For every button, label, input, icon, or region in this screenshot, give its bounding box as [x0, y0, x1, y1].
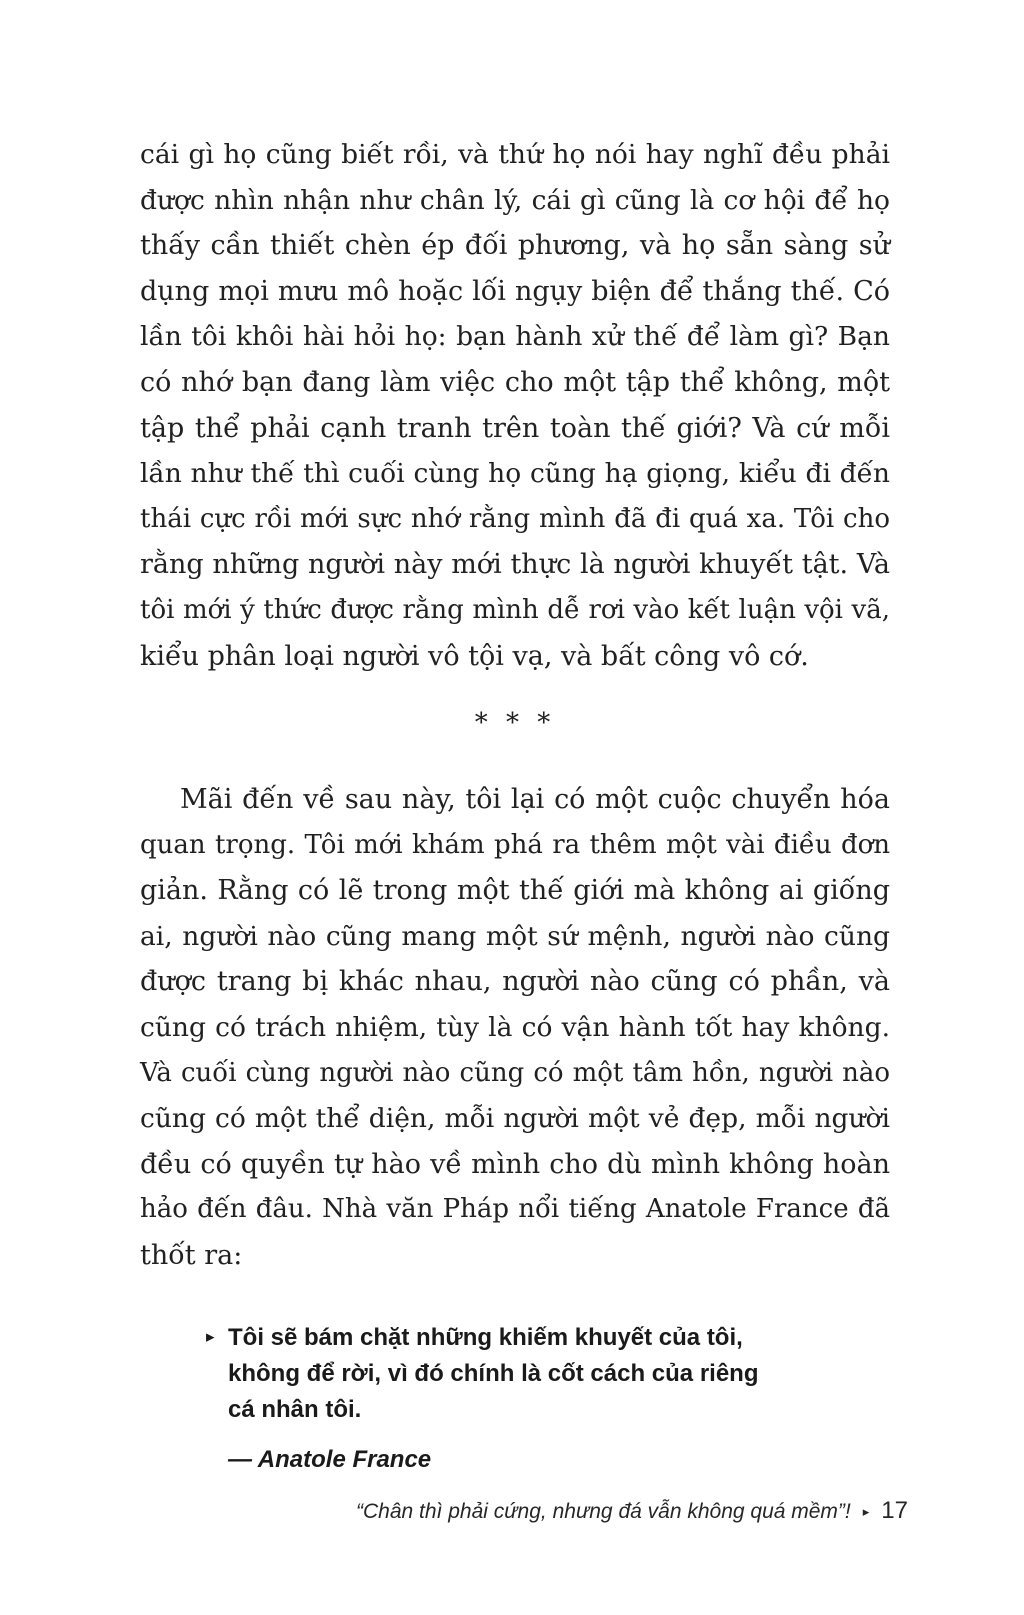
text-line: không để rời, vì đó chính là cốt cách của riêng [228, 1360, 759, 1387]
text-line: cũng có trách nhiệm, tùy là có vận hành tốt hay không. [140, 1011, 890, 1043]
text-line: cũng có một thể diện, mỗi người một vẻ đẹp, mỗi người [140, 1103, 890, 1135]
text-line: cái gì họ cũng biết rồi, và thứ họ nói hay nghĩ đều phải [140, 139, 890, 170]
paragraph-1 [140, 132, 890, 679]
text-line: tập thể phải cạnh tranh trên toàn thế giới? Và cứ mỗi [140, 412, 890, 444]
text-line: cá nhân tôi. [228, 1396, 362, 1423]
text-line: lần như thế thì cuối cùng họ cũng hạ giọng, kiểu đi đến [140, 458, 890, 490]
quote-attribution: — Anatole France [228, 1446, 432, 1473]
text-line: dụng mọi mưu mô hoặc lối ngụy biện để thắng thế. Có [140, 275, 890, 307]
footer-triangle-icon: ▸ [862, 1505, 870, 1520]
text-line: tôi mới ý thức được rằng mình dễ rơi vào kết luận vội vã, [140, 594, 890, 625]
text-line: giản. Rằng có lẽ trong một thế giới mà không ai giống [140, 875, 890, 907]
text-line: kiểu phân loại người vô tội vạ, và bất công vô cớ. [140, 640, 809, 672]
running-title: “Chân thì phải cứng, nhưng đá vẫn không quá mềm”! [356, 1500, 851, 1523]
text-line: hảo đến đâu. Nhà văn Pháp nổi tiếng Anatole France đã [140, 1194, 890, 1225]
text-line: Tôi sẽ bám chặt những khiếm khuyết của tôi, [228, 1324, 743, 1351]
page-footer [356, 1496, 908, 1530]
page-number: 17 [881, 1497, 908, 1524]
text-line: rằng những người này mới thực là người khuyết tật. Và [140, 549, 890, 581]
text-line: được nhìn nhận như chân lý, cái gì cũng là cơ hội để họ [140, 184, 890, 216]
paragraph-2 [140, 777, 890, 1279]
text-line: ai, người nào cũng mang một sứ mệnh, người nào cũng [140, 920, 890, 952]
text-line: thốt ra: [140, 1239, 243, 1271]
quote-bullet-icon: ▸ [206, 1327, 215, 1347]
text-line: Và cuối cùng người nào cũng có một tâm hồn, người nào [140, 1057, 890, 1088]
quote-block [206, 1320, 846, 1478]
text-line: đều có quyền tự hào về mình cho dù mình không hoàn [140, 1148, 890, 1180]
text-line: thấy cần thiết chèn ép đối phương, và họ sẵn sàng sử [140, 230, 890, 262]
quote-text [206, 1320, 846, 1428]
text-line: quan trọng. Tôi mới khám phá ra thêm một vài điều đơn [140, 829, 890, 860]
text-line: thái cực rồi mới sực nhớ rằng mình đã đi quá xa. Tôi cho [140, 503, 890, 534]
section-separator: * * * [474, 708, 556, 738]
text-line: có nhớ bạn đang làm việc cho một tập thể không, một [140, 366, 890, 398]
text-line: lần tôi khôi hài hỏi họ: bạn hành xử thế để làm gì? Bạn [140, 321, 890, 353]
text-line: được trang bị khác nhau, người nào cũng có phần, và [140, 966, 890, 998]
text-line: Mãi đến về sau này, tôi lại có một cuộc chuyển hóa [180, 784, 890, 815]
